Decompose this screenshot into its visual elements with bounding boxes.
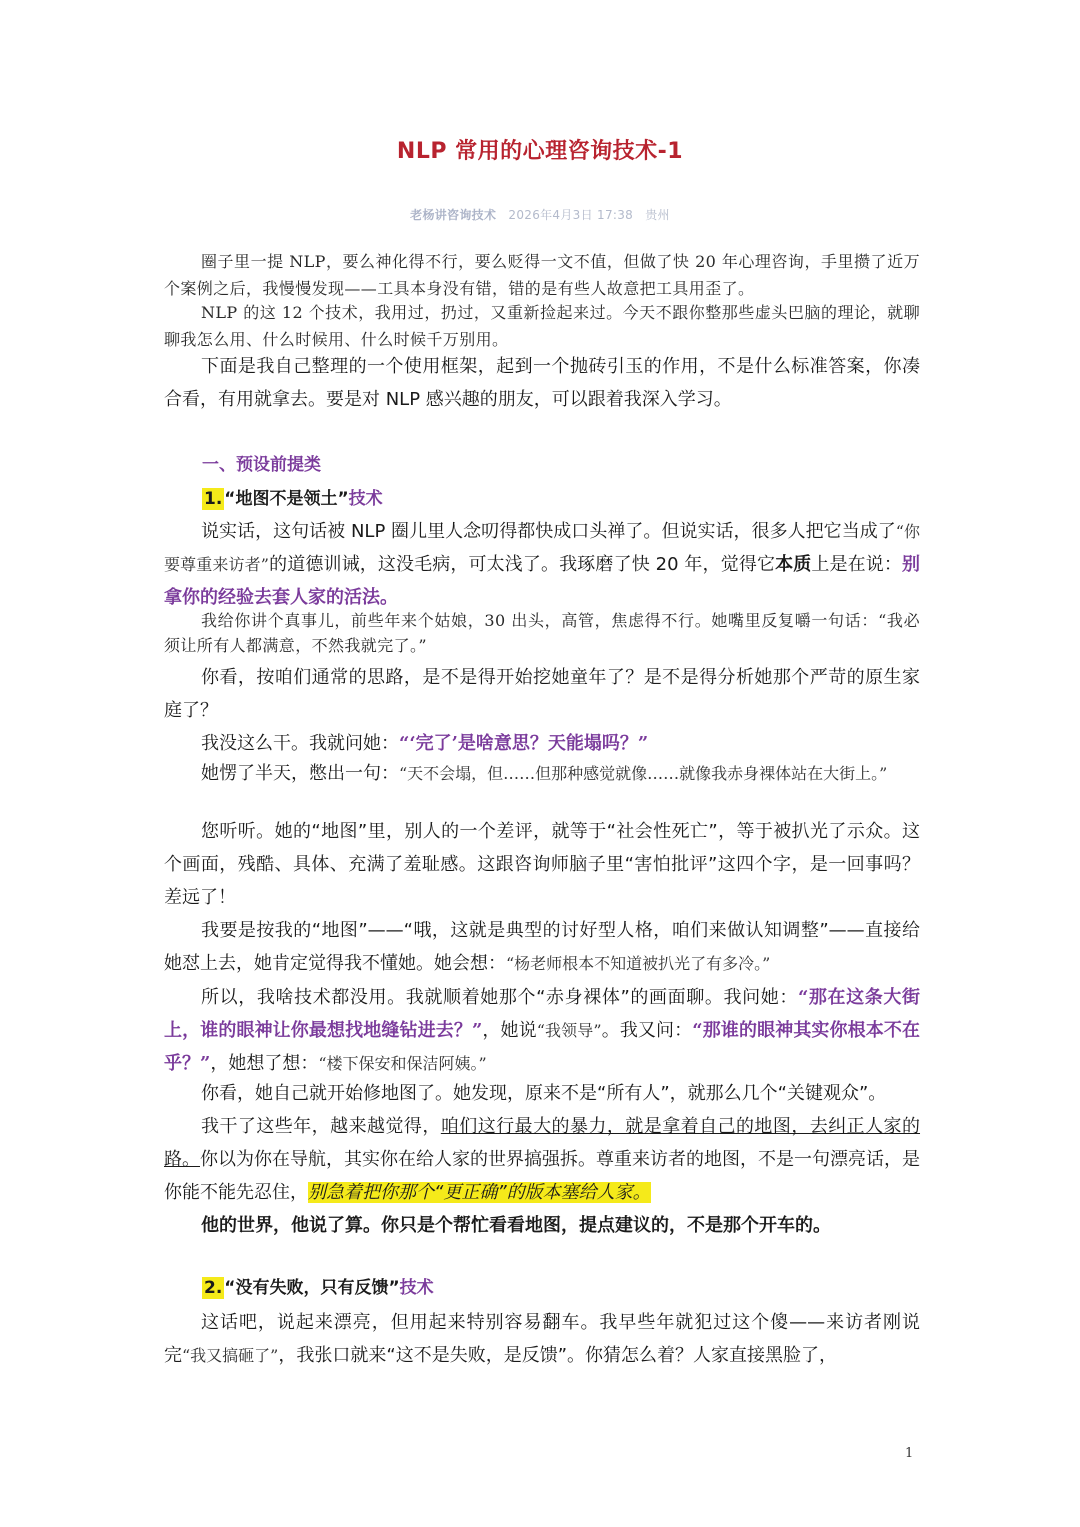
paragraph-9: 你看，她自己就开始修地图了。她发现，原来不是“所有人”，就那么几个“关键观众”。 <box>201 1083 887 1104</box>
paragraph-text: 说实话，这句话被 NLP 圈儿里人念叨得都快成口头禅了。但说实话，很多人把它当成了 <box>201 521 896 542</box>
paragraph-text: 。我又问： <box>601 1020 693 1041</box>
paragraph-11: 他的世界，他说了算。你只是个帮忙看看地图，提点建议的，不是那个开车的。 <box>201 1215 831 1236</box>
paragraph-text: 这话吧，说起来漂亮，但用起来特别容易翻车。我早些年就犯过这个傻——来访者刚说完 <box>164 1312 920 1366</box>
quote-text: “楼下保安和保洁阿姨。” <box>318 1054 487 1073</box>
paragraph-text: 她愣了半天，憋出一句： <box>201 763 399 784</box>
emphasis-text: 别拿你的经验去套人家的活法。 <box>164 554 921 608</box>
item-1-heading <box>202 484 383 509</box>
publish-datetime: 2026年4月3日 17:38 <box>508 208 634 222</box>
intro-paragraph-3: 下面是我自己整理的一个使用框架，起到一个抛砖引玉的作用，不是什么标准答案，你凑合看，有用就拿去。要是对 NLP 感兴趣的朋友，可以跟着我深入学习。 <box>164 356 920 410</box>
emphasis-quote: “‘完了’是啥意思？天能塌吗？” <box>399 733 649 754</box>
item-1-name: “地图不是领土” <box>224 489 349 509</box>
paragraph-text: 我干了这些年，越来越觉得， <box>201 1116 441 1137</box>
publish-location: 贵州 <box>645 208 670 222</box>
paragraph-2: 我给你讲个真事儿，前些年来个姑娘，30 出头，高管，焦虑得不行。她嘴里反复嚼一句话：“我必须让所有人都满意，不然我就完了。” <box>164 611 920 655</box>
item-1-number: 1. <box>204 489 223 509</box>
quote-text: “天不会塌，但……但那种感觉就像……就像我赤身裸体站在大街上。” <box>399 764 888 783</box>
highlighted-text: 别急着把你那个“更正确”的版本塞给人家。 <box>308 1182 651 1203</box>
item-2-heading <box>202 1273 434 1298</box>
quote-text: “杨老师根本不知道被扒光了有多冷。” <box>506 954 771 973</box>
intro-paragraph-1: 圈子里一提 NLP，要么神化得不行，要么贬得一文不值，但做了快 20 年心理咨询，手里攒了近万个案例之后，我慢慢发现——工具本身没有错，错的是有些人故意把工具用歪了。 <box>164 252 920 298</box>
author-name[interactable]: 老杨讲咨询技术 <box>410 208 497 222</box>
item-2-suffix: 技术 <box>399 1278 434 1298</box>
paragraph-text: ，她说 <box>482 1020 537 1041</box>
paragraph-5 <box>164 760 920 788</box>
intro-paragraph-2: NLP 的这 12 个技术，我用过，扔过，又重新捡起来过。今天不跟你整那些虚头巴脑的理论，就聊聊我怎么用、什么时候用、什么时候千万别用。 <box>164 303 920 349</box>
quote-text: “我领导” <box>536 1021 602 1040</box>
paragraph-1 <box>164 515 920 614</box>
page-number: 1 <box>905 1446 914 1461</box>
paragraph-7 <box>164 914 920 980</box>
bold-text: 本质 <box>775 554 812 575</box>
paragraph-4 <box>164 727 920 760</box>
paragraph-10 <box>164 1110 920 1209</box>
emphasis-quote: “那在这条大街上，谁的眼神让你最想找地缝钻进去？” <box>164 987 920 1041</box>
quote-text: “你要尊重来访者” <box>164 522 920 574</box>
paragraph-text: 我没这么干。我就问她： <box>201 733 399 754</box>
paragraph-3: 你看，按咱们通常的思路，是不是得开始挖她童年了？是不是得分析她那个严苛的原生家庭了？ <box>164 667 920 721</box>
paragraph-text: 所以，我啥技术都没用。我就顺着她那个“赤身裸体”的画面聊。我问她： <box>201 987 798 1008</box>
paragraph-text: 你以为你在导航，其实你在给人家的世界搞强拆。尊重来访者的地图，不是一句漂亮话，是你能不能先忍住， <box>164 1149 920 1203</box>
section-heading: 一、预设前提类 <box>202 455 321 475</box>
document-title: NLP 常用的心理咨询技术-1 <box>396 139 684 164</box>
paragraph-text: 我要是按我的“地图”——“哦，这就是典型的讨好型人格，咱们来做认知调整”——直接给她怼上去，她肯定觉得我不懂她。她会想： <box>164 920 920 974</box>
paragraph-text: 的道德训诫，这没毛病，可太浅了。我琢磨了快 20 年，觉得它 <box>268 554 776 575</box>
paragraph-12 <box>164 1306 920 1372</box>
paragraph-text: 上是在说： <box>811 554 903 575</box>
emphasis-quote: “那谁的眼神其实你根本不在乎？” <box>164 1020 921 1074</box>
item-1-suffix: 技术 <box>348 489 383 509</box>
item-2-number: 2. <box>204 1278 223 1298</box>
item-2-name: “没有失败，只有反馈” <box>224 1278 400 1298</box>
paragraph-text: ，我张口就来“这不是失败，是反馈”。你猜怎么着？人家直接黑脸了， <box>278 1345 838 1366</box>
quote-text: “我又搞砸了” <box>182 1346 279 1365</box>
article-meta <box>0 206 1080 223</box>
paragraph-6: 您听听。她的“地图”里，别人的一个差评，就等于“社会性死亡”，等于被扒光了示众。这个画面，残酷、具体、充满了羞耻感。这跟咨询师脑子里“害怕批评”这四个字，是一回事吗？差远了！ <box>164 821 920 908</box>
paragraph-8 <box>164 981 920 1080</box>
underlined-text: 咱们这行最大的暴力，就是拿着自己的地图，去纠正人家的路。 <box>164 1116 921 1170</box>
paragraph-text: ，她想了想： <box>210 1053 319 1074</box>
